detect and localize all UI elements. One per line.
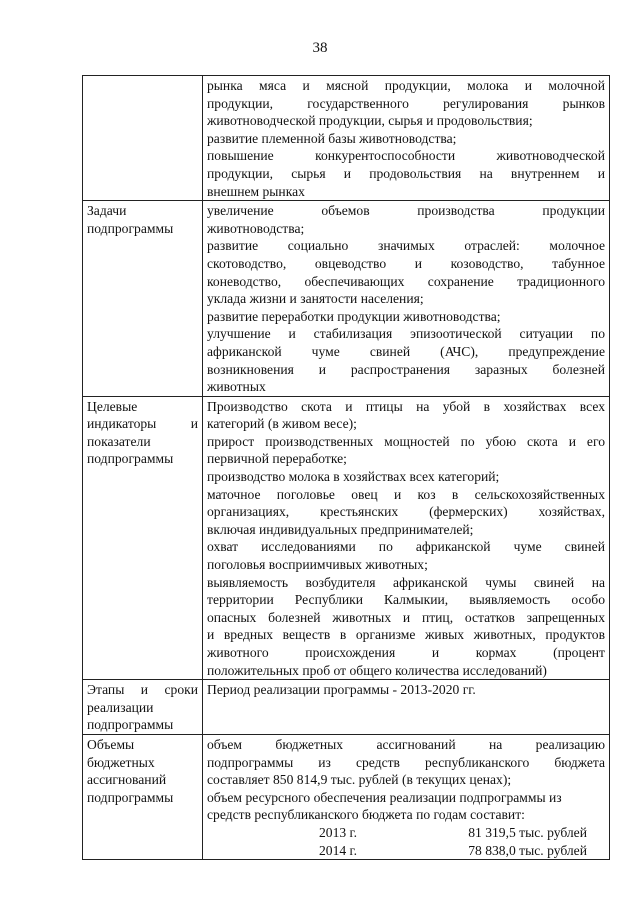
content-cell <box>203 201 610 397</box>
content-cell <box>203 76 610 201</box>
text-line: коневодство, обеспечивающих сохранение традиционного <box>207 273 605 289</box>
subprogram-passport-table <box>82 75 610 860</box>
budget-year-row <box>207 842 605 860</box>
text-line: развитие социально значимых отраслей: молочное <box>207 238 605 254</box>
text-line: возникновения и распространения заразных болезней <box>207 361 605 377</box>
row-label: Задачи <box>87 203 127 219</box>
text-line: рынка мяса и мясной продукции, молока и молочной <box>207 78 605 93</box>
content-cell <box>203 396 610 680</box>
label-cell <box>83 680 203 735</box>
text-line: улучшение и стабилизация эпизоотической ситуации по <box>207 326 605 342</box>
page-number: 38 <box>312 40 328 56</box>
row-label: Этапы и сроки <box>87 682 198 698</box>
row-label: Целевые <box>87 398 138 414</box>
text-line: развитие переработки продукции животноводства; <box>207 308 501 324</box>
text-line: развитие племенной базы животноводства; <box>207 130 457 146</box>
text-line: уклада жизни и занятости населения; <box>207 291 424 307</box>
label-cell <box>83 396 203 680</box>
text-line: Период реализации программы - 2013-2020 гг. <box>207 682 476 698</box>
text-line: маточное поголовье овец и коз в сельскохозяйственных <box>207 486 605 502</box>
text-line: повышение конкурентоспособности животноводческой <box>207 148 605 164</box>
text-line: выявляемость возбудителя африканской чумы свиней на <box>207 574 605 590</box>
text-line: животных <box>207 379 266 395</box>
row-label: подпрограммы <box>87 717 174 733</box>
text-line: поголовья восприимчивых животных; <box>207 557 428 573</box>
text-line: включая индивидуальных предпринимателей; <box>207 521 474 537</box>
text-line: прирост производственных мощностей по убою скота и его <box>207 433 605 449</box>
table-row <box>83 76 610 201</box>
text-line: охват исследованиями по африканской чуме свиней <box>207 539 605 555</box>
text-line: продукции, сырья и продовольствия на внутреннем и <box>207 165 605 181</box>
row-label: бюджетных <box>87 754 155 770</box>
text-line: увеличение объемов производства продукции <box>207 203 605 219</box>
text-line: средств республиканского бюджета по годам составит: <box>207 807 525 823</box>
text-line: производство молока в хозяйствах всех категорий; <box>207 469 500 485</box>
text-line: продукции, государственного регулирования рынков <box>207 95 605 111</box>
row-label: показатели <box>87 433 151 449</box>
budget-year-row <box>207 824 605 842</box>
budget-year: 2013 г. <box>318 824 357 840</box>
text-line: и вредных веществ в организме живых животных, продуктов <box>207 627 605 643</box>
table-row <box>83 201 610 397</box>
text-line: африканской чуме свиней (АЧС), предупреждение <box>207 343 605 359</box>
text-line: внешнем рынках <box>207 183 305 199</box>
content-cell <box>203 734 610 859</box>
table-row <box>83 680 610 735</box>
row-label: реализации <box>87 699 154 715</box>
text-line: территории Республики Калмыкии, выявляемость особо <box>207 592 605 608</box>
text-line: категорий (в живом весе); <box>207 416 357 432</box>
row-label: индикаторы и <box>87 416 198 432</box>
text-line: первичной переработке; <box>207 451 347 467</box>
text-line: объем бюджетных ассигнований на реализацию <box>207 736 605 752</box>
text-line: опасных болезней животных и птиц, остатков запрещенных <box>207 609 605 625</box>
text-line: организациях, крестьянских (фермерских) хозяйствах, <box>207 504 605 520</box>
text-line: скотоводство, овцеводство и козоводство, табунное <box>207 255 605 271</box>
row-label: Объемы <box>87 736 135 752</box>
label-cell <box>83 76 203 201</box>
row-label: подпрограммы <box>87 220 174 236</box>
text-line: составляет 850 814,9 тыс. рублей (в текущих ценах); <box>207 772 512 788</box>
content-cell <box>203 680 610 735</box>
table-row <box>83 734 610 859</box>
label-cell <box>83 201 203 397</box>
text-line: животноводства; <box>207 220 305 236</box>
text-line: животноводческой продукции, сырья и продовольствия; <box>207 113 533 129</box>
budget-amount: 81 319,5 тыс. рублей <box>468 824 587 840</box>
table-row <box>83 396 610 680</box>
budget-amount: 78 838,0 тыс. рублей <box>468 842 587 858</box>
text-line: Производство скота и птицы на убой в хозяйствах всех <box>207 398 605 414</box>
row-label: подпрограммы <box>87 789 174 805</box>
text-line: положительных проб от общего количества исследований) <box>207 662 547 678</box>
label-cell <box>83 734 203 859</box>
row-label: подпрограммы <box>87 451 174 467</box>
text-line: объем ресурсного обеспечения реализации подпрограммы из <box>207 789 562 805</box>
text-line: животного происхождения и кормах (процент <box>207 645 605 660</box>
text-line: подпрограммы из средств республиканского бюджета <box>207 754 605 770</box>
budget-year: 2014 г. <box>318 842 357 858</box>
row-label: ассигнований <box>87 772 167 788</box>
